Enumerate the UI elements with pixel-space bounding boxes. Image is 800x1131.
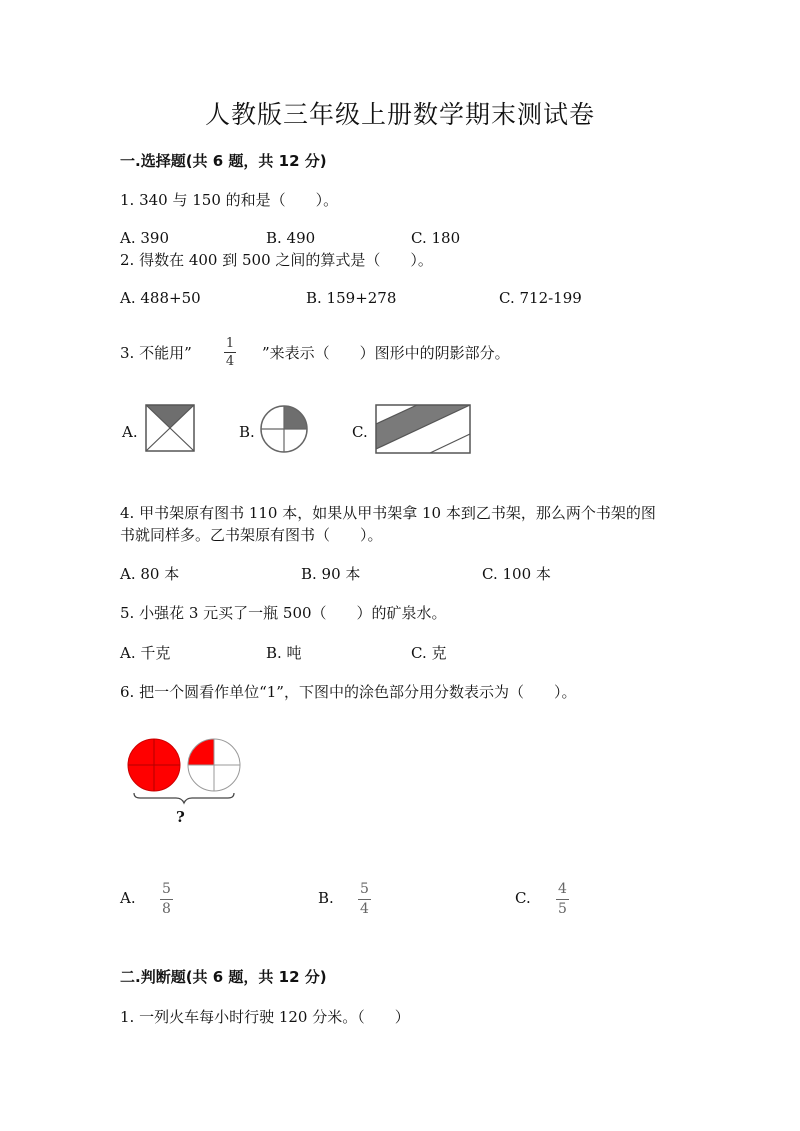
q5-option-c: C. 克 <box>411 644 447 662</box>
page-title: 人教版三年级上册数学期末测试卷 <box>204 100 595 129</box>
q6-option-b-fraction <box>358 881 371 918</box>
section-heading-choice: 一.选择题(共 6 题，共 12 分) <box>120 152 327 170</box>
fraction-denominator: 5 <box>558 901 567 917</box>
q6-option-c-label: C. <box>515 889 531 907</box>
fraction-bar <box>160 899 173 900</box>
question-4-line-2: 书就同样多。乙书架原有图书（ ）。 <box>120 526 383 544</box>
fraction-denominator: 4 <box>360 901 369 917</box>
q3-fraction-denominator: 4 <box>225 354 235 369</box>
judgement-question-1: 1. 一列火车每小时行驶 120 分米。（ ） <box>120 1008 410 1026</box>
q2-option-a: A. 488+50 <box>120 289 201 307</box>
q6-circles-figure <box>126 738 246 800</box>
shaded-triangle <box>146 405 194 428</box>
q3-figure-a-square <box>145 404 195 452</box>
slant-line <box>430 434 470 453</box>
q3-figure-label-b: B. <box>239 423 255 441</box>
question-6: 6. 把一个圆看作单位“1”，下图中的涂色部分用分数表示为（ ）。 <box>120 683 577 701</box>
q3-figure-label-c: C. <box>352 423 368 441</box>
fraction-numerator: 5 <box>360 881 369 897</box>
q3-figure-b-circle <box>259 404 309 454</box>
q3-fraction <box>224 336 236 369</box>
q1-option-c: C. 180 <box>411 229 461 247</box>
q6-option-a-label: A. <box>120 889 136 907</box>
fraction-bar <box>358 899 371 900</box>
brace-question-mark: ? <box>176 808 185 826</box>
fraction-numerator: 4 <box>558 881 567 897</box>
fraction-bar <box>224 352 236 353</box>
question-3-start: 3. 不能用” <box>120 344 192 362</box>
section-heading-judgement: 二.判断题(共 6 题，共 12 分) <box>120 968 327 986</box>
q2-option-c: C. 712-199 <box>499 289 582 307</box>
q4-option-b: B. 90 本 <box>301 565 361 583</box>
fraction-denominator: 8 <box>162 901 171 917</box>
q6-option-c-fraction <box>556 881 569 918</box>
q2-option-b: B. 159+278 <box>306 289 397 307</box>
q3-figure-label-a: A. <box>122 423 138 441</box>
q1-option-b: B. 490 <box>266 229 316 247</box>
curly-brace <box>134 793 234 803</box>
q5-option-b: B. 吨 <box>266 644 302 662</box>
q4-option-c: C. 100 本 <box>482 565 551 583</box>
q1-option-a: A. 390 <box>120 229 169 247</box>
fraction-numerator: 5 <box>162 881 171 897</box>
fraction-bar <box>556 899 569 900</box>
question-5: 5. 小强花 3 元买了一瓶 500（ ）的矿泉水。 <box>120 604 447 622</box>
q3-fraction-numerator: 1 <box>225 336 235 351</box>
question-3-end: ”来表示（ ）图形中的阴影部分。 <box>262 344 510 362</box>
q6-option-b-label: B. <box>318 889 334 907</box>
question-1: 1. 340 与 150 的和是（ ）。 <box>120 191 339 209</box>
q6-option-a-fraction <box>160 881 173 918</box>
question-4-line-1: 4. 甲书架原有图书 110 本，如果从甲书架拿 10 本到乙书架，那么两个书架的图 <box>120 504 656 522</box>
q4-option-a: A. 80 本 <box>120 565 180 583</box>
q3-figure-c-rectangle <box>375 404 471 454</box>
q5-option-a: A. 千克 <box>120 644 171 662</box>
question-2: 2. 得数在 400 到 500 之间的算式是（ ）。 <box>120 251 433 269</box>
